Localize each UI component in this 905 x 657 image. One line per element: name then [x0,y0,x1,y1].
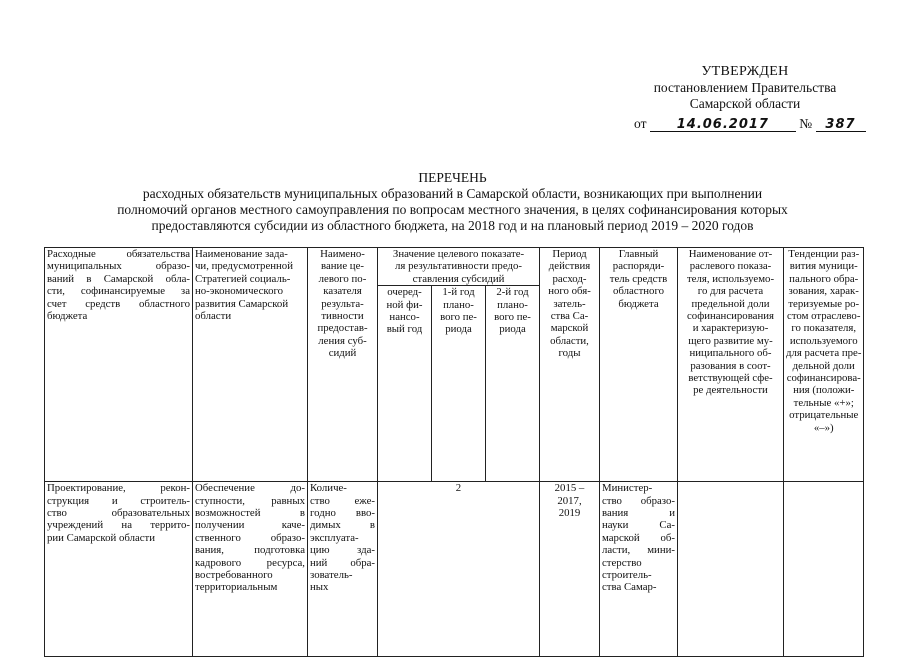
text-line: Период [552,248,587,260]
text-line: Министер- [602,482,653,495]
text-line: вития муници- [789,260,858,273]
text-line: Наименование от- [688,248,773,260]
text-line: используемого [789,334,858,347]
title-heading: ПЕРЕЧЕНЬ [418,170,487,185]
text-line: струкция и строитель- [47,494,190,507]
text-line: теризуемые ро- [788,297,860,310]
header-period [540,248,600,482]
text-line: Расходные обязательства [47,248,190,260]
cell-development-trend [784,482,864,657]
text-line: тивности [321,310,364,323]
text-line: годно вво- [310,507,375,520]
text-line: Наимено- [320,248,365,260]
text-line: ственного образо- [195,531,305,544]
text-line: отрицательные [789,409,859,422]
handwritten-date: 14.06.2017 [650,118,796,132]
text-line: области [195,310,232,323]
header-indicator-value-group [378,248,540,286]
text-line: 1-й год [442,286,475,299]
text-line: результа- [321,297,364,310]
text-line: го для расчета [697,285,764,298]
text-line: 2-й год [496,286,529,299]
text-line: ство образовательных [47,507,190,520]
text-line: тельные «+»; [793,396,854,409]
text-line: предельной доли [691,297,770,310]
text-line: рии Самарской области [47,531,156,544]
text-line: зования, харак- [788,285,859,298]
text-line: ний обра- [310,556,375,569]
header-plan-year-1 [432,286,486,482]
text-line: ре деятельности [693,384,768,397]
cell-task-name [193,482,308,657]
text-line: софинансирования [687,310,774,323]
cell-indicator-value: 2 [378,482,540,657]
text-line: ля результативности предо- [395,260,522,273]
text-line: 2017, [557,494,582,507]
text-line: но-экономического [195,285,284,298]
text-line: очеред- [387,286,422,299]
from-label: от [634,116,647,131]
approval-title: УТВЕРЖДЕН [701,64,789,79]
text-line: муниципальных образо- [47,260,190,273]
text-line: бюджета [47,310,88,323]
text-line: Значение целевого показате- [392,248,525,260]
text-line: области, [550,334,589,347]
header-budget-manager [600,248,678,482]
text-line: ства Самар- [602,581,657,594]
text-line: 2015 – [554,482,585,495]
header-current-year [378,286,432,482]
table-row [45,482,864,657]
text-line: ство образо- [602,494,675,507]
text-line: риода [445,323,472,336]
text-line: нансо- [389,311,420,324]
text-line: расход- [552,272,587,285]
title-line-1: расходных обязательств муниципальных образований в Самарской области, возникающих при выполнении [142,186,763,201]
approval-line-2: Самарской области [689,96,801,111]
cell-budget-manager [600,482,678,657]
title-line-2: полномочий органов местного самоуправления по вопросам местного значения, в целях софинансирования которых [117,202,788,217]
text-line: ство еже- [310,494,375,507]
text-line: действия [548,260,591,273]
cell-indicator-name [308,482,378,657]
text-line: риода [499,323,526,336]
text-line: Тенденции раз- [788,248,860,260]
text-line: стерство [602,556,642,569]
text-line: вого пе- [440,311,477,324]
text-line: Стратегией социаль- [195,272,291,285]
text-line: зователь- [310,569,353,582]
text-line: дельной доли [792,359,855,372]
document-title [30,170,875,234]
text-line: казателя [323,285,362,298]
text-line: для расчета пре- [786,347,862,360]
text-line: Обеспечение до- [195,482,305,495]
text-line: учреждений на террито- [47,519,190,532]
text-line: 2019 [558,507,581,520]
text-line: ступности, равных [195,494,305,507]
text-line: предостав- [317,322,368,335]
text-line: востребованного [195,569,273,582]
text-line: плано- [497,298,528,311]
text-line: ления суб- [318,334,367,347]
text-line: щего развитие му- [688,334,773,347]
header-expense-obligations [45,248,193,482]
text-line: плано- [443,298,474,311]
header-development-trends [784,248,864,482]
text-line: годы [558,347,581,360]
text-line: областного [612,285,665,298]
text-line: вого пе- [494,311,531,324]
cell-expense-obligation [45,482,193,657]
text-line: и характеризую- [692,322,769,335]
text-line: территориальным [195,581,278,594]
text-line: вания, подготовка [195,544,305,557]
text-line: кадрового ресурса, [195,556,305,569]
text-line: ниципального об- [689,347,772,360]
text-line: науки Са- [602,519,675,532]
header-sector-indicator [678,248,784,482]
text-line: теля, используемо- [686,272,775,285]
text-line: пального обра- [789,272,859,285]
obligations-table [44,247,864,657]
text-line: вание це- [321,260,364,273]
cell-period [540,482,600,657]
handwritten-number: 387 [816,118,866,132]
text-line: счет средств областного [47,297,190,310]
text-line: возможностей в [195,507,305,520]
header-indicator-name [308,248,378,482]
text-line: стом отраслево- [787,310,861,323]
text-line: ваний в Самарской обла- [47,272,190,285]
number-label: № [799,116,813,131]
text-line: эксплуата- [310,531,359,544]
text-line: сти, софинансируемые за [47,285,190,298]
text-line: го показателя, [791,322,857,335]
header-plan-year-2 [486,286,540,482]
text-line: тель средств [609,272,668,285]
text-line: затель- [553,297,586,310]
text-line: Наименование зада- [195,248,288,260]
header-task-name [193,248,308,482]
text-line: чи, предусмотренной [195,260,293,273]
approval-stamp [610,64,880,112]
text-line: цию зда- [310,544,375,557]
text-line: Проектирование, рекон- [47,482,190,495]
text-line: Количе- [310,482,347,495]
text-line: ния (положи- [793,384,855,397]
text-line: левого по- [318,272,367,285]
text-line: марской об- [602,531,675,544]
text-line: распоряди- [612,260,665,273]
text-line: развития Самарской [195,297,289,310]
text-line: Главный [618,248,659,260]
text-line: ства Са- [550,310,589,323]
text-line: марской [550,322,589,335]
text-line: вания и [602,507,675,520]
cell-sector-indicator [678,482,784,657]
text-line: раслевого показа- [689,260,772,273]
text-line: ных [310,581,329,594]
title-line-3: предоставляются субсидии из областного бюджета, на 2018 год и на плановый период 2019 – 2020 годов [151,218,754,233]
text-line: строитель- [602,569,652,582]
text-line: «–») [813,421,834,434]
text-line: бюджета [618,297,659,310]
text-line: вый год [386,323,423,336]
text-line: ной фи- [386,298,423,311]
text-line: получении каче- [195,519,305,532]
text-line: ставления субсидий [412,272,505,285]
text-line: сидий [328,347,357,360]
approval-date-line [634,116,866,132]
approval-line-1: постановлением Правительства [653,80,837,95]
text-line: ного обя- [548,285,591,298]
text-line: ветствующей сфе- [688,372,773,385]
text-line: софинансирова- [786,372,861,385]
text-line: разования в соот- [690,359,771,372]
text-line: димых в [310,519,375,532]
text-line: ласти, мини- [602,544,675,557]
